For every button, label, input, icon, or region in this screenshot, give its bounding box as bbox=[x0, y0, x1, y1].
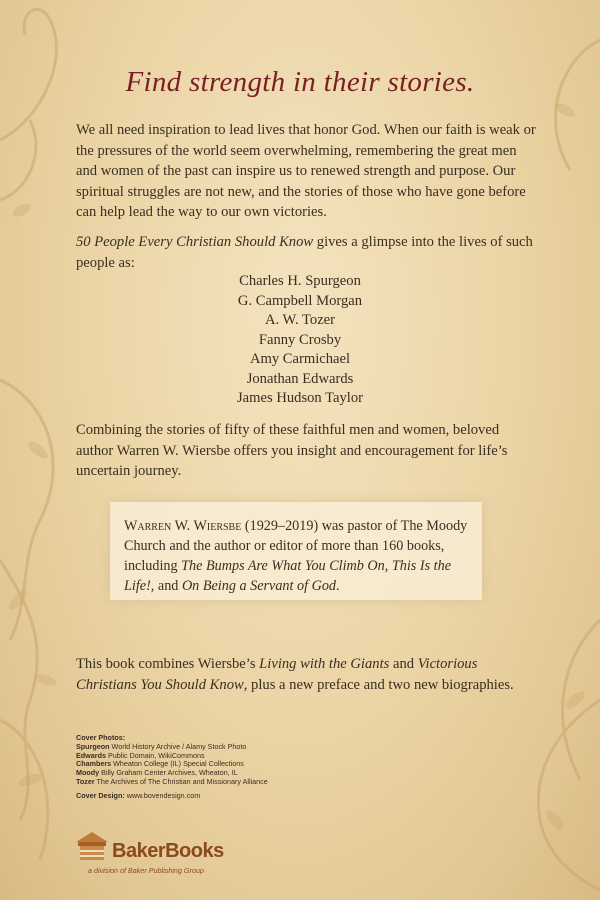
combines-text-3: , plus a new preface and two new biographies. bbox=[243, 676, 514, 693]
publisher-tagline: a division of Baker Publishing Group bbox=[88, 866, 204, 875]
baker-books-logo-icon bbox=[74, 828, 110, 864]
list-item: A. W. Tozer bbox=[264, 312, 336, 328]
list-item: Fanny Crosby bbox=[258, 331, 342, 348]
credit-line: Chambers Wheaton College (IL) Special Collections bbox=[76, 759, 244, 769]
book-title: 50 People Every Christian Should Know bbox=[76, 234, 314, 250]
credit-line: Spurgeon World History Archive / Alamy Stock Photo bbox=[76, 741, 247, 751]
combines-paragraph bbox=[76, 654, 536, 695]
bio-book-1: The Bumps Are What You Climb On bbox=[181, 558, 385, 574]
bio-sep-2: , and bbox=[150, 578, 182, 594]
list-item: Jonathan Edwards bbox=[246, 370, 354, 387]
glimpse-text: gives a glimpse into the lives of such people as: bbox=[76, 234, 533, 271]
combines-book-1: Living with the Giants bbox=[259, 656, 390, 672]
bio-book-2: This Is the Life! bbox=[124, 558, 451, 594]
combining-paragraph: Combining the stories of fifty of these faithful men and women, beloved author Warren W. Wiersbe offers you insight and encouragement for life’s uncertain journey. bbox=[76, 422, 508, 479]
bio-book-3: On Being a Servant of God bbox=[181, 578, 337, 594]
author-name: Warren W. Wiersbe bbox=[124, 518, 242, 534]
credits-heading: Cover Photos: bbox=[76, 733, 126, 742]
list-item: G. Campbell Morgan bbox=[237, 292, 363, 309]
credit-line: Tozer The Archives of The Christian and Missionary Alliance bbox=[76, 776, 268, 786]
names-list bbox=[0, 272, 600, 409]
bio-end: . bbox=[336, 578, 340, 594]
list-item: James Hudson Taylor bbox=[237, 390, 363, 406]
glimpse-paragraph bbox=[76, 232, 536, 273]
combines-text-2: and bbox=[389, 656, 418, 672]
combines-text-1: This book combines Wiersbe’s bbox=[76, 656, 260, 672]
author-bio-box bbox=[110, 502, 482, 600]
headline: Find strength in their stories. bbox=[125, 66, 475, 98]
bio-sep-1: , bbox=[384, 558, 392, 574]
publisher-logo bbox=[74, 826, 274, 878]
credit-line: Moody Billy Graham Center Archives, Wheaton, IL bbox=[76, 768, 238, 778]
credit-line: Edwards Public Domain, WikiCommons bbox=[76, 750, 205, 760]
bio-text: (1929–2019) was pastor of The Moody Church and the author or editor of more than 160 books, including bbox=[124, 518, 468, 574]
list-item: Amy Carmichael bbox=[249, 351, 351, 367]
publisher-name: BakerBooks bbox=[112, 840, 224, 862]
design-credit: Cover Design: www.bovendesign.com bbox=[76, 790, 201, 800]
intro-paragraph: We all need inspiration to lead lives that honor God. When our faith is weak or the pressures of the world seem overwhelming, remembering the great men and women of the past can inspire us to renewed strength and purpose. Our spiritual struggles are not new, and the stories of those who have gone before can help lead the way to our own victories. bbox=[76, 122, 536, 220]
cover-credits bbox=[76, 734, 396, 801]
combines-book-2: Victorious Christians You Should Know bbox=[76, 656, 478, 693]
list-item: Charles H. Spurgeon bbox=[239, 273, 361, 289]
